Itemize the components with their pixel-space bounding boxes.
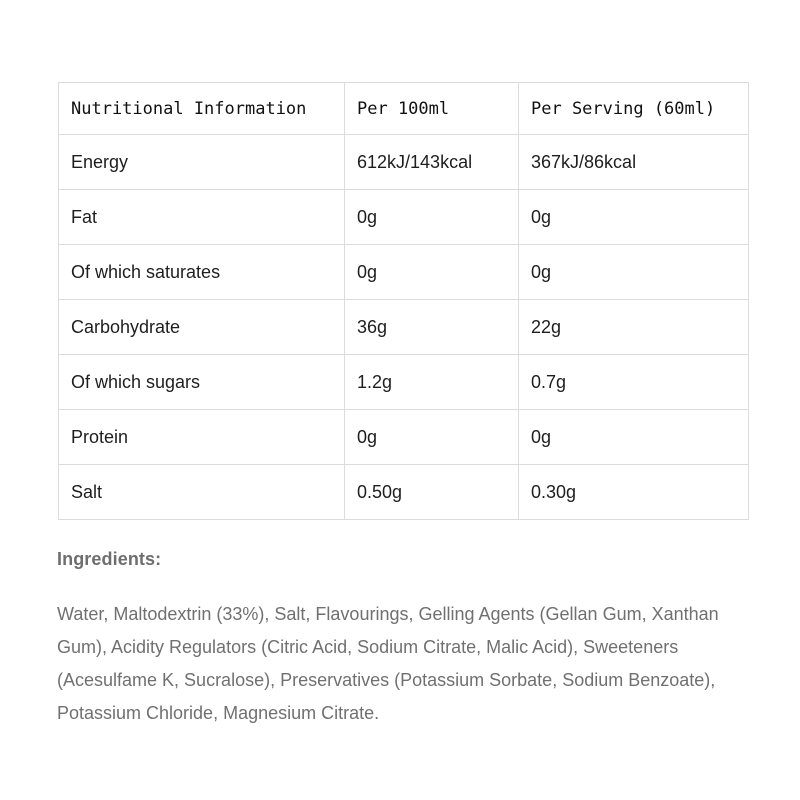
- table-row: [59, 245, 749, 300]
- row-per-100ml: 36g: [345, 300, 519, 355]
- row-label: Fat: [59, 190, 345, 245]
- row-per-serving: 0.7g: [519, 355, 749, 410]
- header-per-100ml: Per 100ml: [345, 83, 519, 135]
- table-row: [59, 410, 749, 465]
- row-per-100ml: 0.50g: [345, 465, 519, 520]
- row-label: Salt: [59, 465, 345, 520]
- table-row: [59, 135, 749, 190]
- nutrition-table: [58, 82, 749, 520]
- row-label: Energy: [59, 135, 345, 190]
- row-per-100ml: 1.2g: [345, 355, 519, 410]
- table-row: [59, 300, 749, 355]
- row-label: Carbohydrate: [59, 300, 345, 355]
- row-per-serving: 0g: [519, 245, 749, 300]
- row-label: Of which sugars: [59, 355, 345, 410]
- row-per-100ml: 0g: [345, 245, 519, 300]
- row-per-100ml: 0g: [345, 410, 519, 465]
- row-per-serving: 0g: [519, 410, 749, 465]
- row-label: Protein: [59, 410, 345, 465]
- table-row: [59, 190, 749, 245]
- table-header-row: [59, 83, 749, 135]
- table-row: [59, 465, 749, 520]
- row-per-serving: 0.30g: [519, 465, 749, 520]
- row-per-100ml: 0g: [345, 190, 519, 245]
- row-label: Of which saturates: [59, 245, 345, 300]
- row-per-serving: 367kJ/86kcal: [519, 135, 749, 190]
- header-per-serving: Per Serving (60ml): [519, 83, 749, 135]
- row-per-serving: 22g: [519, 300, 749, 355]
- table-row: [59, 355, 749, 410]
- header-nutritional-information: Nutritional Information: [59, 83, 345, 135]
- row-per-100ml: 612kJ/143kcal: [345, 135, 519, 190]
- ingredients-text: Water, Maltodextrin (33%), Salt, Flavourings, Gelling Agents (Gellan Gum, Xanthan Gum), Acidity Regulators (Citric Acid, Sodium Citrate, Malic Acid), Sweeteners (Acesulfame K, Sucralose), Preservatives (Potassium Sorbate, Sodium Benzoate), Potassium Chloride, Magnesium Citrate.: [57, 604, 719, 723]
- ingredients-heading: Ingredients:: [57, 549, 162, 569]
- row-per-serving: 0g: [519, 190, 749, 245]
